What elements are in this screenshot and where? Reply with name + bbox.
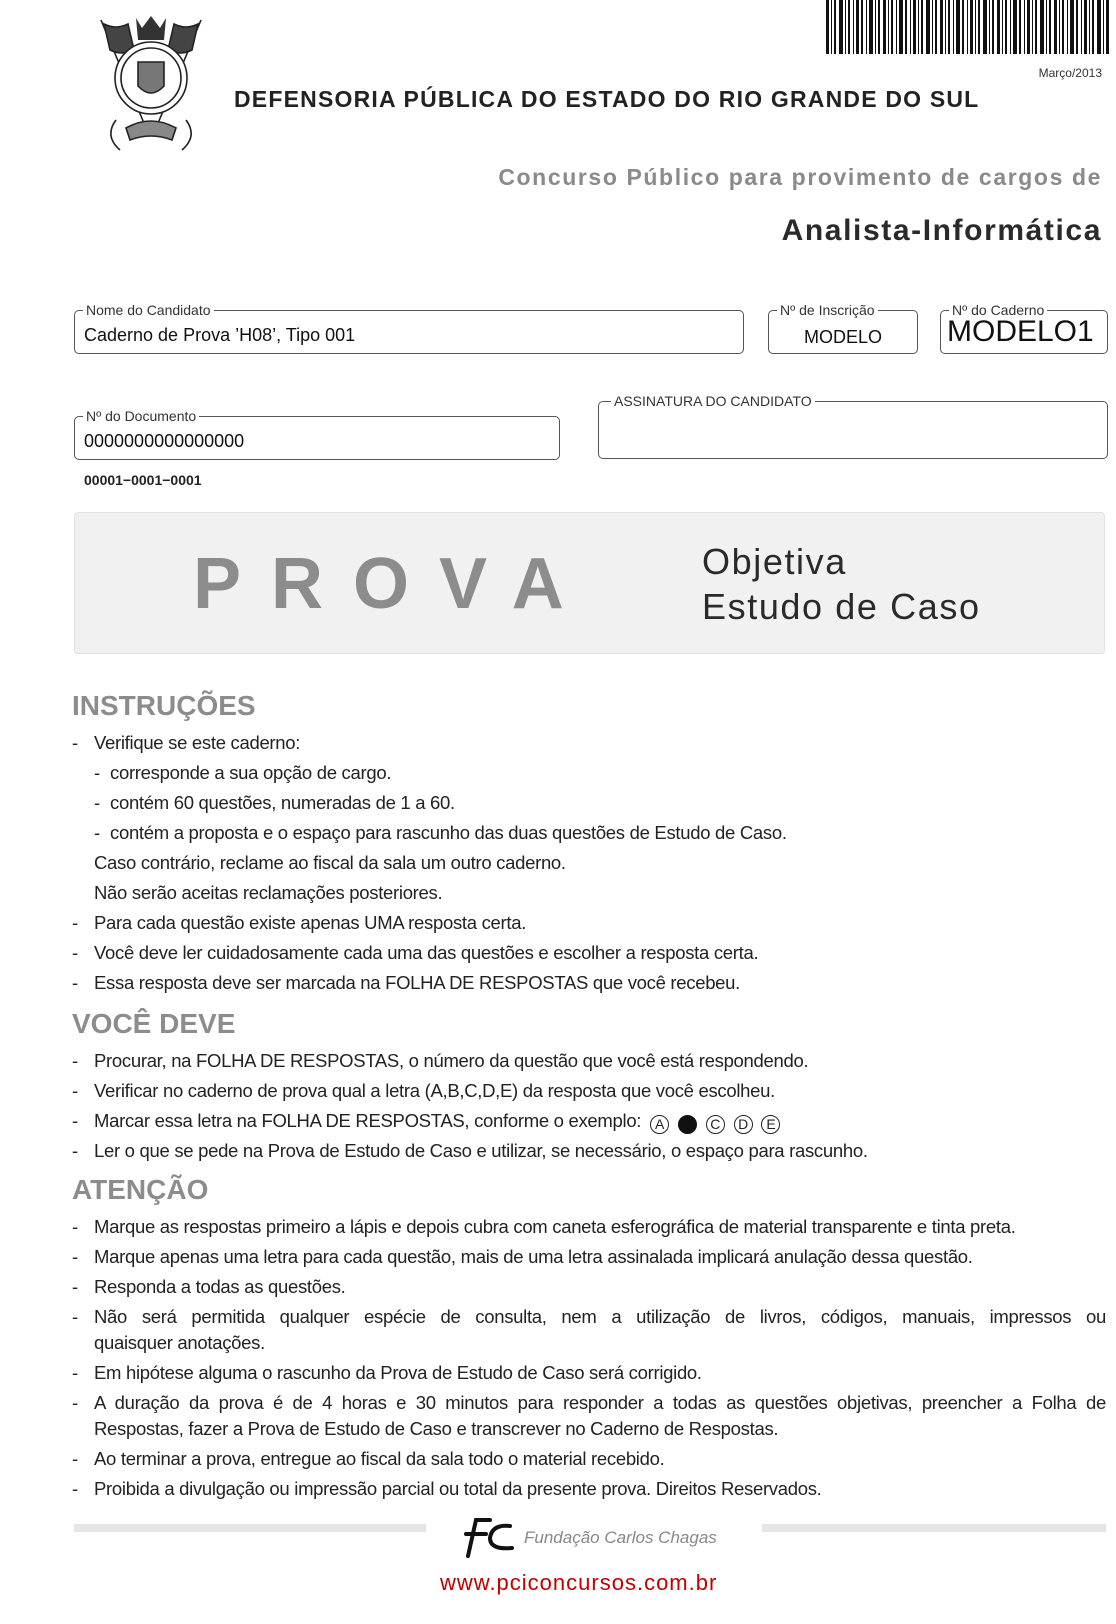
inscricao-value: MODELO — [803, 327, 882, 347]
caderno-field[interactable] — [940, 302, 1108, 354]
atencao-line-continued: Respostas, fazer a Prova de Estudo de Caso e transcrever no Caderno de Respostas. — [94, 1418, 779, 1439]
date-label: Março/2013 — [1038, 66, 1102, 80]
prova-type-objetiva: Objetiva — [702, 541, 847, 582]
atencao-line: Em hipótese alguma o rascunho da Prova de Estudo de Caso será corrigido. — [94, 1362, 702, 1383]
prova-title: PROVA — [193, 544, 594, 624]
instrucoes-heading: INSTRUÇÕES — [72, 690, 256, 721]
atencao-line: Responda a todas as questões. — [94, 1276, 346, 1297]
assinatura-label: ASSINATURA DO CANDIDATO — [611, 392, 815, 410]
inscricao-label: Nº de Inscrição — [777, 301, 878, 319]
documento-field[interactable] — [74, 408, 560, 460]
option-e-icon: E — [761, 1115, 780, 1134]
cargo-title: Analista-Informática — [781, 214, 1102, 247]
caderno-label: Nº do Caderno — [949, 301, 1047, 319]
candidate-code: 00001−0001−0001 — [84, 472, 202, 488]
inscricao-field[interactable] — [768, 302, 918, 354]
atencao-heading: ATENÇÃO — [72, 1174, 209, 1205]
voce-deve-line: Ler o que se pede na Prova de Estudo de Caso e utilizar, se necessário, o espaço para rascunho. — [94, 1140, 868, 1161]
option-c-icon: C — [706, 1115, 725, 1134]
instrucoes-line: Caso contrário, reclame ao fiscal da sala um outro caderno. — [94, 852, 566, 873]
atencao-line: Marque apenas uma letra para cada questão, mais de uma letra assinalada implicará anulação dessa questão. — [94, 1246, 973, 1267]
nome-field[interactable] — [74, 302, 744, 354]
instrucoes-subline: contém 60 questões, numeradas de 1 a 60. — [110, 792, 455, 813]
atencao-line: A duração da prova é de 4 horas e 30 minutos para responder a todas as questões objetivas, preencher a Folha de — [94, 1392, 1106, 1413]
voce-deve-example-text: Marcar essa letra na FOLHA DE RESPOSTAS, conforme o exemplo: — [94, 1110, 642, 1131]
prova-types — [702, 539, 981, 629]
instrucoes-subline: corresponde a sua opção de cargo. — [110, 762, 392, 783]
instrucoes-line: Verifique se este caderno: — [94, 732, 301, 753]
prova-banner — [74, 512, 1105, 654]
website-link[interactable]: www.pciconcursos.com.br — [440, 1570, 718, 1595]
coat-of-arms-icon — [86, 10, 216, 160]
assinatura-field[interactable] — [598, 393, 1108, 459]
option-b-filled-icon: B — [678, 1115, 697, 1134]
voce-deve-line — [94, 1110, 780, 1134]
prova-type-estudo: Estudo de Caso — [702, 586, 981, 627]
fcc-logo-icon — [460, 1516, 516, 1560]
instrucoes-line: Essa resposta deve ser marcada na FOLHA DE RESPOSTAS que você recebeu. — [94, 972, 741, 993]
documento-value: 0000000000000000 — [84, 431, 245, 451]
barcode-icon — [826, 0, 1110, 54]
nome-label: Nome do Candidato — [83, 301, 214, 319]
instrucoes-line: Você deve ler cuidadosamente cada uma das questões e escolher a resposta certa. — [94, 942, 759, 963]
organization-title: DEFENSORIA PÚBLICA DO ESTADO DO RIO GRANDE DO SUL — [234, 86, 980, 112]
footer-divider-right — [762, 1524, 1106, 1532]
atencao-line: Marque as respostas primeiro a lápis e depois cubra com caneta esferográfica de material transparente e tinta preta. — [94, 1216, 1016, 1237]
atencao-line: Ao terminar a prova, entregue ao fiscal da sala todo o material recebido. — [94, 1448, 665, 1469]
documento-label: Nº do Documento — [83, 407, 199, 425]
nome-value: Caderno de Prova ’H08’, Tipo 001 — [84, 325, 356, 345]
atencao-line: Proibida a divulgação ou impressão parcial ou total da presente prova. Direitos Reservados. — [94, 1478, 822, 1499]
concurso-subtitle: Concurso Público para provimento de cargos de — [498, 164, 1102, 190]
instrucoes-subline: contém a proposta e o espaço para rascunho das duas questões de Estudo de Caso. — [110, 822, 787, 843]
atencao-line: Não será permitida qualquer espécie de consulta, nem a utilização de livros, códigos, manuais, impressos ou — [94, 1306, 1106, 1327]
option-a-icon: A — [650, 1115, 669, 1134]
caderno-value: MODELO1 — [947, 315, 1094, 348]
atencao-line-continued: quaisquer anotações. — [94, 1332, 265, 1353]
voce-deve-heading: VOCÊ DEVE — [72, 1008, 236, 1039]
voce-deve-line: Procurar, na FOLHA DE RESPOSTAS, o número da questão que você está respondendo. — [94, 1050, 809, 1071]
footer-divider-left — [74, 1524, 426, 1532]
voce-deve-line: Verificar no caderno de prova qual a letra (A,B,C,D,E) da resposta que você escolheu. — [94, 1080, 775, 1101]
fcc-name: Fundação Carlos Chagas — [524, 1528, 717, 1547]
instrucoes-line: Para cada questão existe apenas UMA resposta certa. — [94, 912, 527, 933]
instrucoes-line: Não serão aceitas reclamações posteriores. — [94, 882, 443, 903]
option-d-icon: D — [734, 1115, 753, 1134]
